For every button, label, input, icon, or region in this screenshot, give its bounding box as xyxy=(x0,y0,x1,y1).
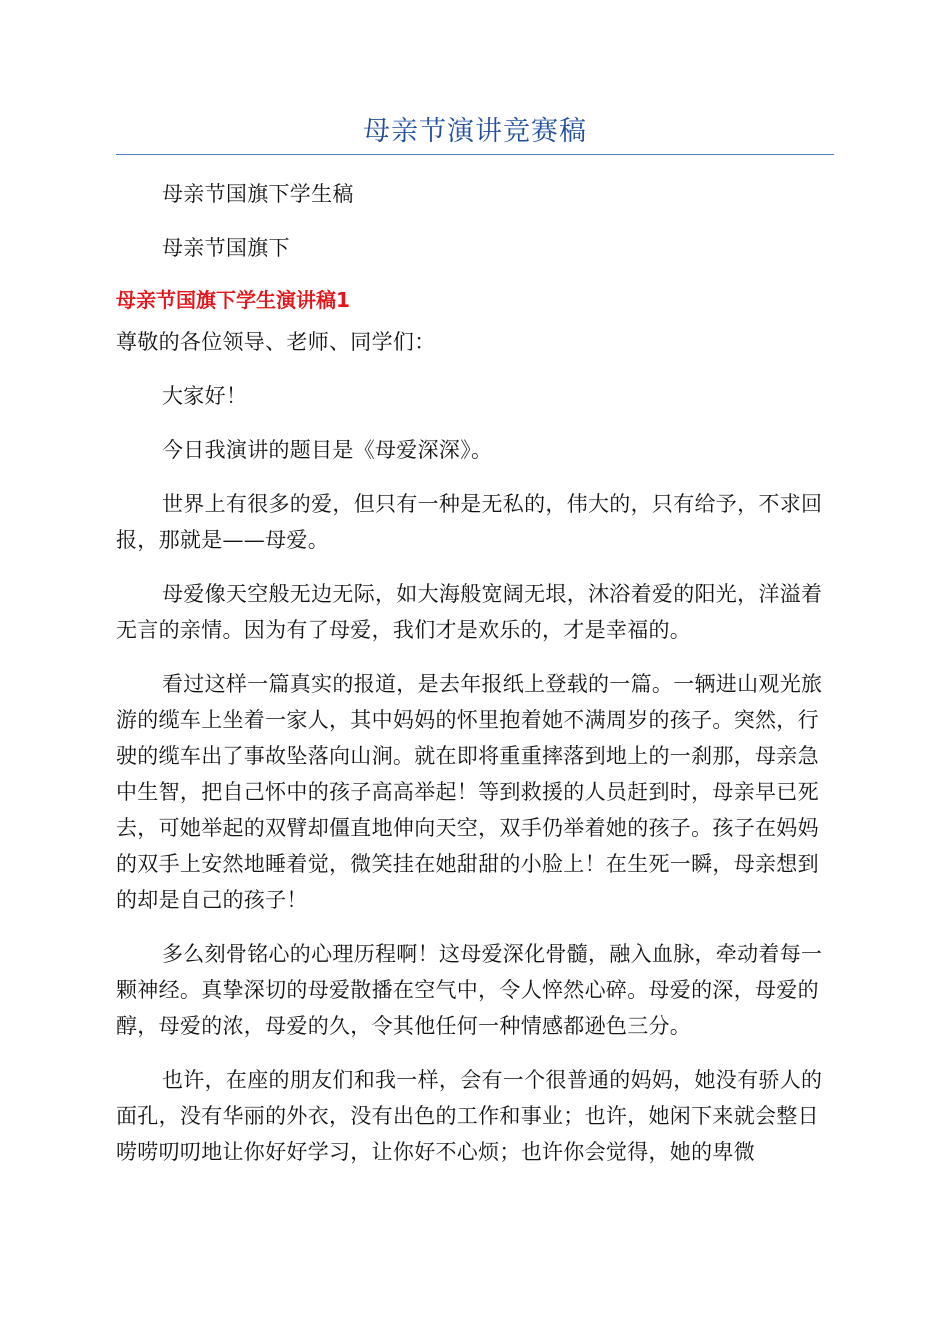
paragraph: 也许，在座的朋友们和我一样，会有一个很普通的妈妈，她没有骄人的面孔，没有华丽的外衣，没有出色的工作和事业；也许，她闲下来就会整日唠唠叨叨地让你好好学习，让你好不心烦；也许你会觉得，她的卑微 xyxy=(116,1068,823,1164)
document-body xyxy=(116,176,834,1170)
paragraph: 大家好！ xyxy=(162,384,248,408)
paragraph: 世界上有很多的爱，但只有一种是无私的，伟大的，只有给予，不求回报，那就是——母爱。 xyxy=(116,492,823,552)
salutation: 尊敬的各位领导、老师、同学们： xyxy=(116,330,436,354)
paragraph: 今日我演讲的题目是《母爱深深》。 xyxy=(162,438,493,462)
title-underline xyxy=(116,154,834,155)
paragraph: 看过这样一篇真实的报道，是去年报纸上登载的一篇。一辆进山观光旅游的缆车上坐着一家人，其中妈妈的怀里抱着她不满周岁的孩子。突然，行驶的缆车出了事故坠落向山涧。就在即将重重摔落到地上的一刹那，母亲急中生智，把自己怀中的孩子高高举起！等到救援的人员赶到时，母亲早已死去，可她举起的双臂却僵直地伸向天空，双手仍举着她的孩子。孩子在妈妈的双手上安然地睡着觉，微笑挂在她甜甜的小脸上！在生死一瞬，母亲想到的却是自己的孩子！ xyxy=(116,672,823,912)
paragraph: 多么刻骨铭心的心理历程啊！这母爱深化骨髓，融入血脉，牵动着每一颗神经。真挚深切的母爱散播在空气中，令人悴然心碎。母爱的深，母爱的醇，母爱的浓，母爱的久，令其他任何一种情感都逊色三分。 xyxy=(116,942,823,1038)
paragraph: 母爱像天空般无边无际，如大海般宽阔无垠，沐浴着爱的阳光，洋溢着无言的亲情。因为有了母爱，我们才是欢乐的，才是幸福的。 xyxy=(116,582,823,642)
subtitle-line: 母亲节国旗下 xyxy=(162,236,290,260)
section-heading: 母亲节国旗下学生演讲稿1 xyxy=(116,288,350,312)
document-title: 母亲节演讲竞赛稿 xyxy=(363,116,587,147)
subtitle-line: 母亲节国旗下学生稿 xyxy=(162,182,354,206)
